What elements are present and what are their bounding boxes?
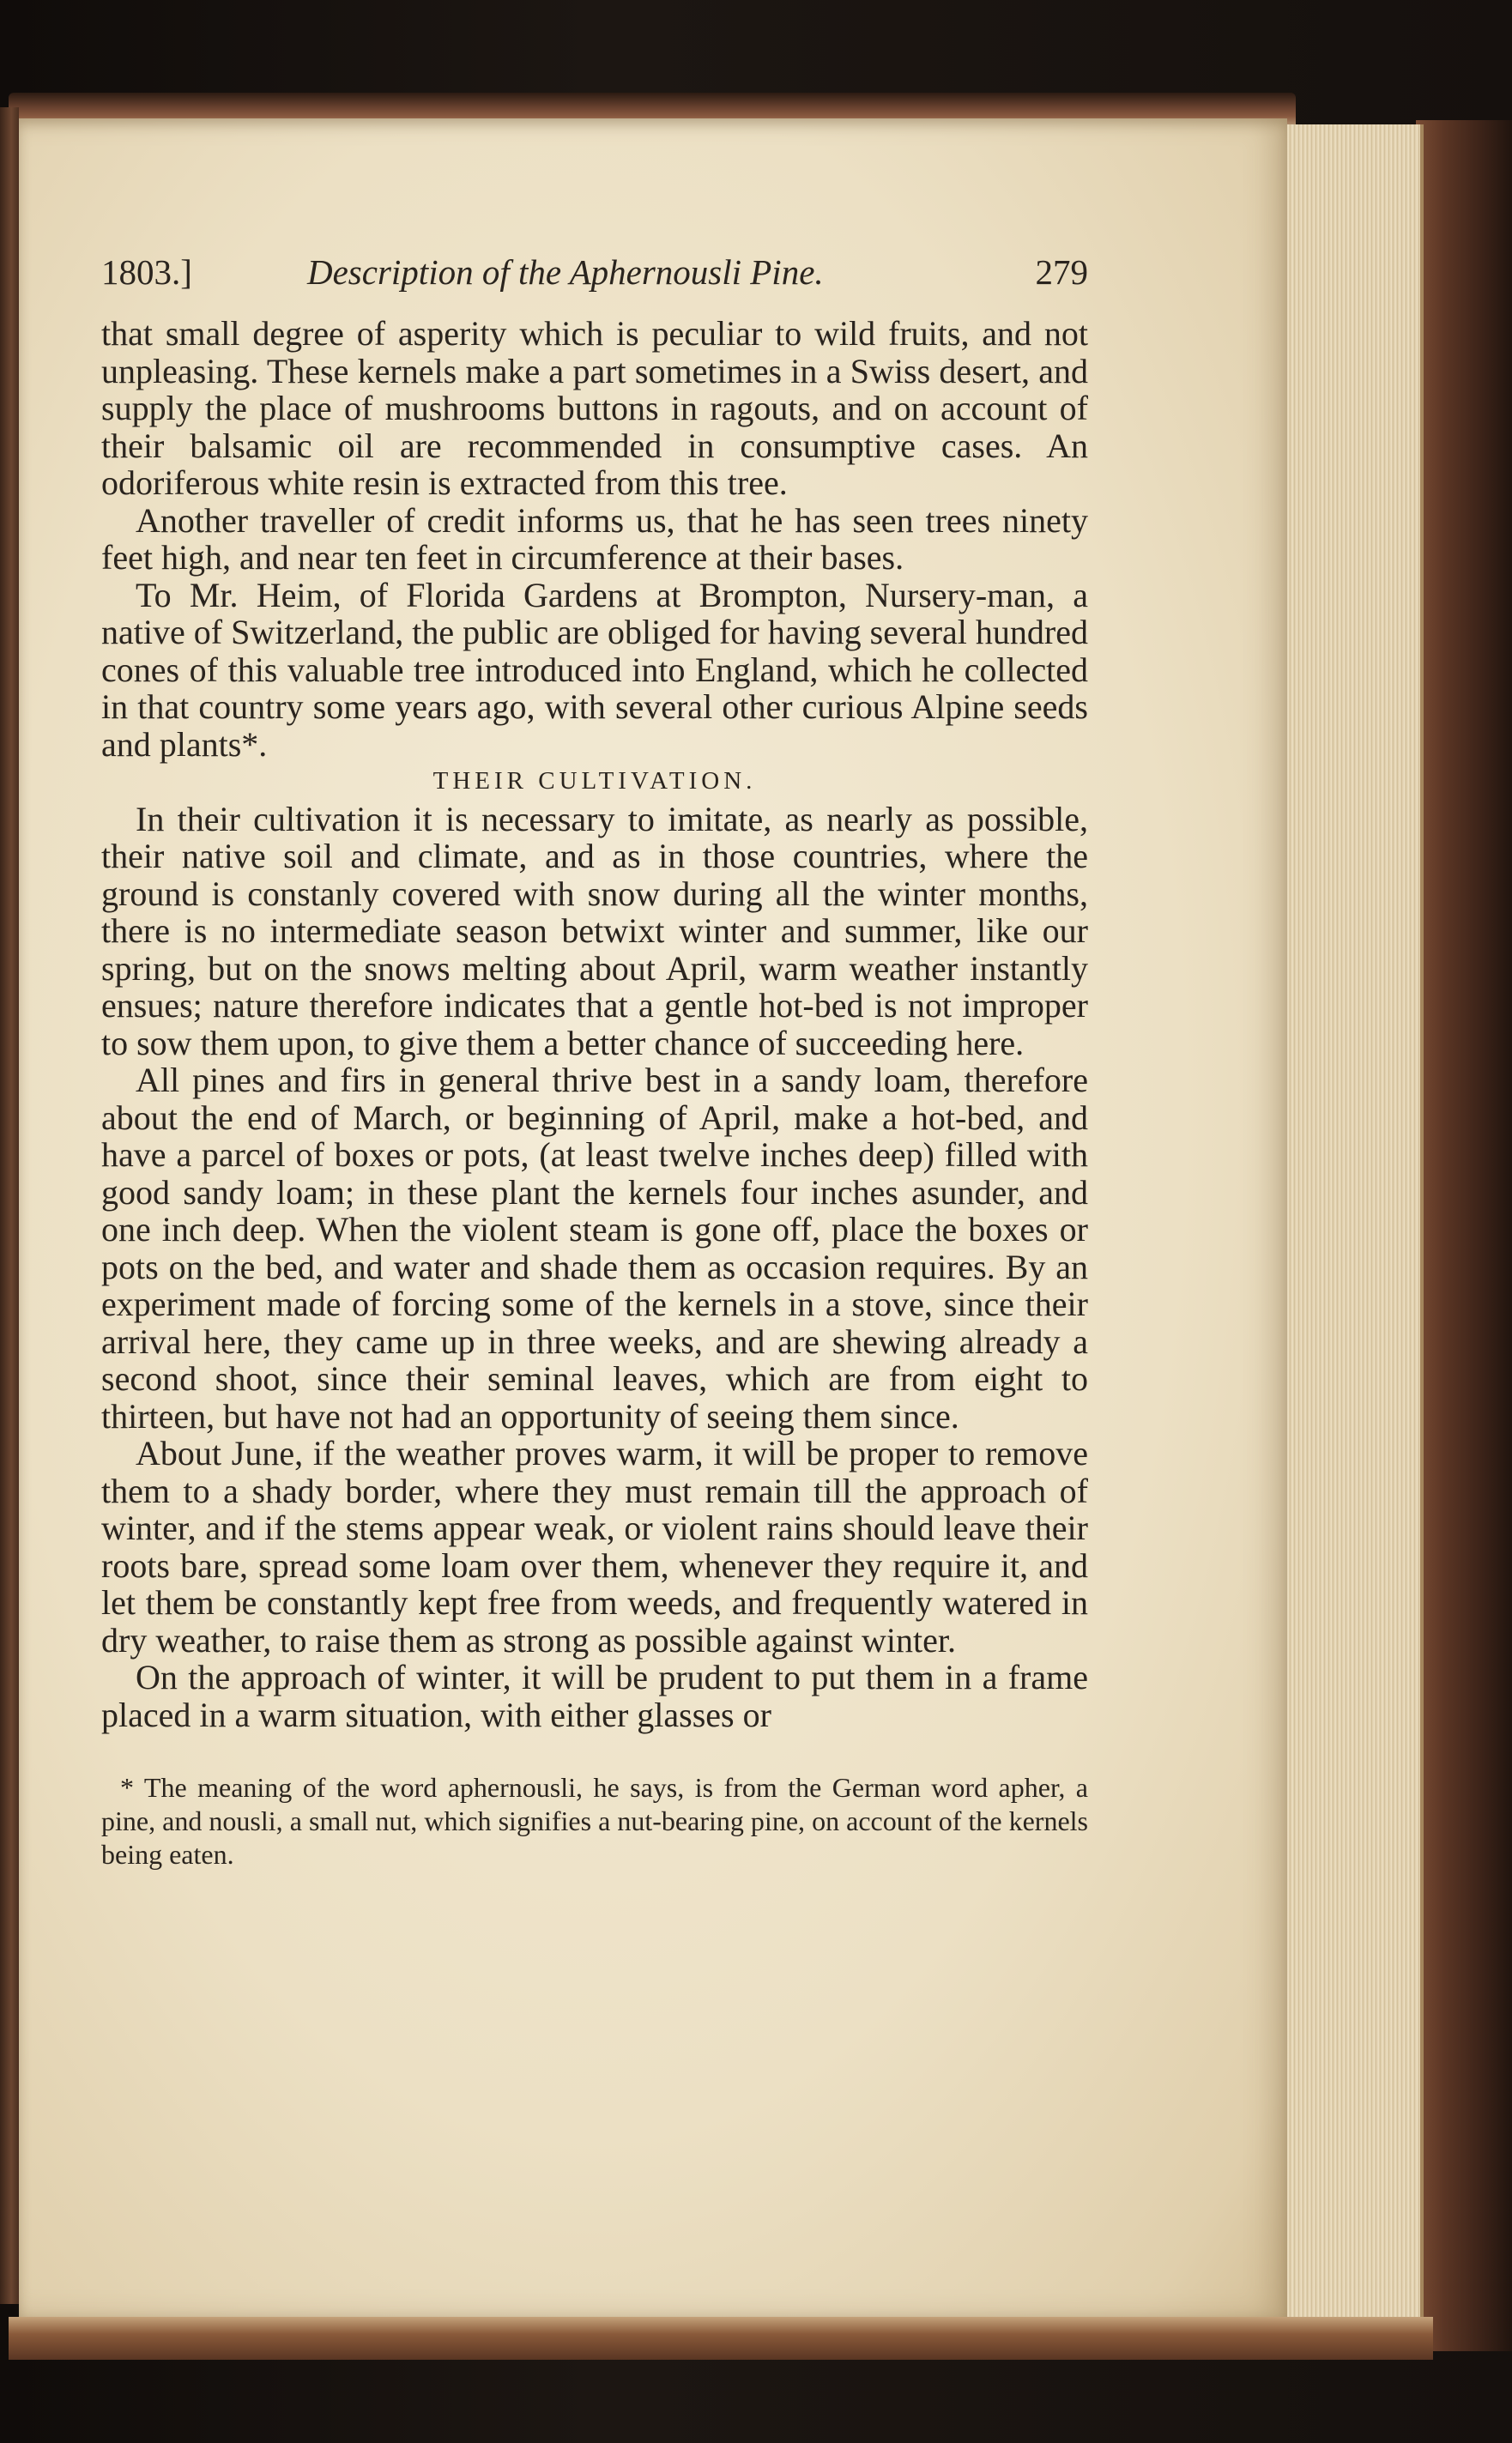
running-head-year: 1803.]: [101, 252, 192, 292]
book-cover-left: [0, 107, 19, 2304]
paragraph: Another traveller of credit informs us, that he has seen trees ninety feet high, and near ten feet in circumference at their bases.: [101, 500, 1088, 577]
running-head-title: Description of the Aphernousli Pine.: [307, 252, 824, 292]
paragraph: All pines and firs in general thrive best in a sandy loam, therefore about the end of March, or beginning of April, make a hot-bed, and have a parcel of boxes or pots, (at least twelve inches deep) filled with good sandy loam; in these plant the kernels four inches asunder, and one inch deep. When the violent steam is gone off, place the boxes or pots on the bed, and water and shade them as occasion requires. By an experiment made of forcing some of the kernels in a stove, since their arrival here, they came up in three weeks, and are shewing already a second shoot, since their seminal leaves, which are from eight to thirteen, but have not had an opportunity of seeing them since.: [101, 1061, 1088, 1436]
section-heading: THEIR CULTIVATION.: [432, 767, 757, 795]
book-cover-bottom: [9, 2317, 1433, 2360]
body-text: [101, 315, 1088, 1733]
paragraph: About June, if the weather proves warm, it will be proper to remove them to a shady border, where they must remain till the approach of winter, and if the stems appear weak, or violent rains should leave their roots bare, spread some loam over them, whenever they require it, and let them be constantly kept free from weeds, and frequently watered in dry weather, to raise them as strong as possible against winter.: [101, 1434, 1088, 1660]
footnote: * The meaning of the word aphernousli, he says, is from the German word apher, a pine, and nousli, a small nut, which signifies a nut-bearing pine, on account of the kernels being eaten.: [101, 1772, 1088, 1870]
page-text: [101, 243, 1088, 1872]
paragraph: In their cultivation it is necessary to imitate, as nearly as possible, their native soil and climate, and as in those countries, where the ground is constanly covered with snow during all the winter months, there is no intermediate season betwixt winter and summer, like our spring, but on the snows melting about April, warm weather instantly ensues; nature therefore indicates that a gentle hot-bed is not improper to sow them upon, to give them a better chance of succeeding here.: [101, 799, 1088, 1062]
paragraph: that small degree of asperity which is peculiar to wild fruits, and not unpleasing. These kernels make a part sometimes in a Swiss desert, and supply the place of mushrooms buttons in ragouts, and on account of their balsamic oil are recommended in consumptive cases. An odoriferous white resin is extracted from this tree.: [101, 314, 1088, 502]
page-edges: [1283, 124, 1424, 2317]
page-number: 279: [1035, 252, 1088, 292]
running-head: [101, 243, 1088, 296]
paragraph: On the approach of winter, it will be prudent to put them in a frame placed in a warm situation, with either glasses or: [101, 1658, 1088, 1734]
paragraph: To Mr. Heim, of Florida Gardens at Brompton, Nursery-man, a native of Switzerland, the public are obliged for having several hundred cones of this valuable tree introduced into England, which he collected in that country some years ago, with several other curious Alpine seeds and plants*.: [101, 575, 1088, 764]
book-cover-right: [1416, 120, 1512, 2351]
